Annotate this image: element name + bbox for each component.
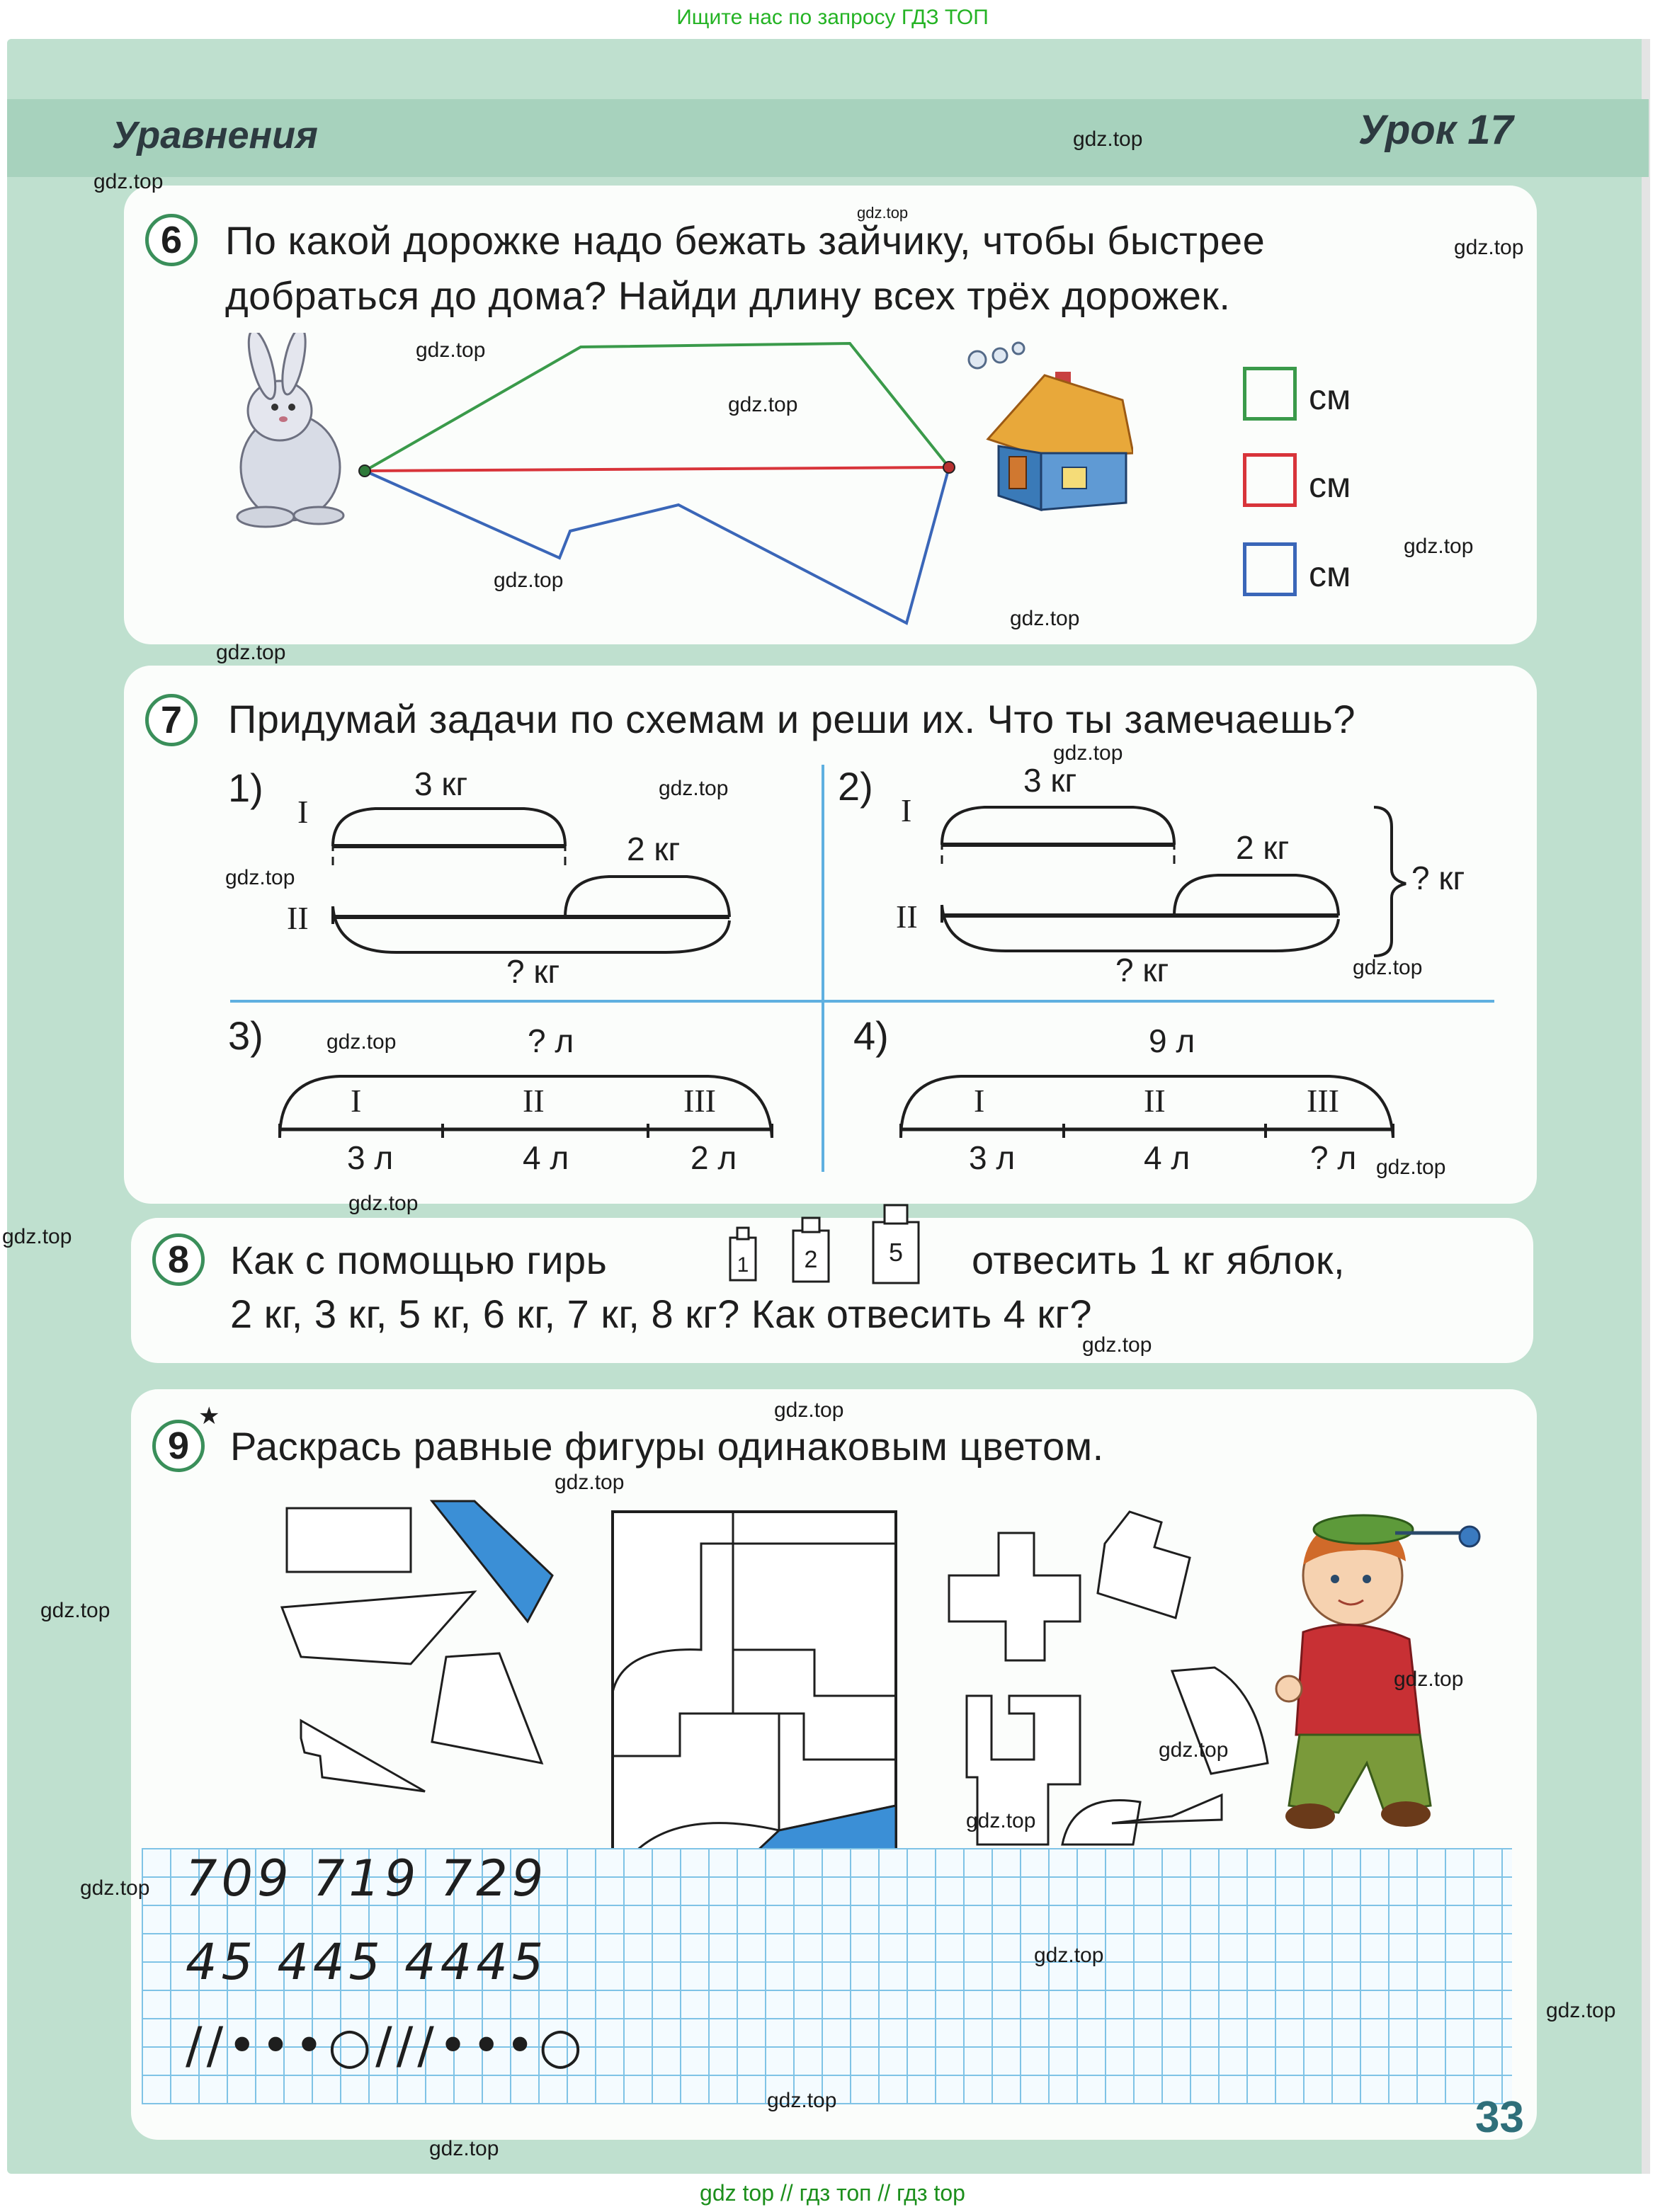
unit-cm-1: см: [1309, 377, 1351, 417]
scheme4-number: 4): [853, 1013, 889, 1058]
scheme4-part-I: I: [974, 1083, 985, 1119]
shape-rectangle: [287, 1508, 411, 1572]
scheme2-brace-label: ? кг: [1411, 860, 1465, 896]
answer-box-blue[interactable]: [1243, 542, 1297, 596]
page-number: 33: [1475, 2093, 1524, 2142]
watermark[interactable]: gdz.top: [225, 866, 295, 889]
scheme3-value-2: 4 л: [523, 1139, 569, 1176]
lesson-title: Урок 17: [1358, 107, 1513, 153]
scheme2-number: 2): [838, 764, 873, 809]
rabbit-picture: [237, 333, 343, 527]
watermark[interactable]: gdz.top: [1053, 741, 1123, 765]
task8-text-line1b: отвесить 1 кг яблок,: [972, 1238, 1346, 1282]
section-title: Уравнения: [112, 114, 318, 156]
task7-text: Придумай задачи по схемам и реши их. Что ты замечаешь?: [228, 697, 1356, 741]
watermark[interactable]: gdz.top: [80, 1876, 150, 1900]
task8-text-line1a: Как с помощью гирь: [230, 1238, 608, 1282]
task7-vertical-divider: [822, 765, 824, 1172]
watermark[interactable]: gdz.top: [1082, 1333, 1152, 1357]
shapes-figure: [269, 1480, 1275, 1848]
scheme4-part-II: II: [1144, 1083, 1166, 1119]
watermark[interactable]: gdz.top: [555, 1471, 625, 1494]
watermark[interactable]: gdz.top: [774, 1398, 844, 1422]
watermark[interactable]: gdz.top: [1394, 1667, 1464, 1691]
puzzle-square: [613, 1512, 896, 1848]
scheme3-total-label: ? л: [528, 1022, 574, 1059]
task7-number: 7: [145, 694, 198, 746]
watermark[interactable]: gdz.top: [2, 1225, 72, 1248]
page-edge: [1642, 39, 1650, 2174]
task8-number: 8: [152, 1233, 205, 1286]
unit-cm-2: см: [1309, 465, 1351, 505]
scheme3-part-III: III: [683, 1083, 716, 1119]
watermark[interactable]: gdz.top: [728, 393, 798, 416]
unit-cm-3: см: [1309, 554, 1351, 594]
scheme1-row-I: I: [297, 794, 309, 830]
top-banner[interactable]: Ищите нас по запросу ГДЗ ТОП: [676, 6, 989, 29]
watermark[interactable]: gdz.top: [1454, 236, 1524, 259]
scheme3-part-II: II: [523, 1083, 545, 1119]
shape-hex-notched: [1098, 1512, 1190, 1618]
bottom-banner[interactable]: gdz top // гдз топ // гдз top: [700, 2180, 965, 2206]
watermark[interactable]: gdz.top: [1404, 535, 1474, 558]
weight-5-label: 5: [888, 1238, 904, 1267]
watermark[interactable]: gdz.top: [1034, 1944, 1104, 1967]
watermark[interactable]: gdz.top: [659, 777, 729, 800]
scheme1-label-a: 3 кг: [414, 765, 468, 802]
watermark[interactable]: gdz.top: [1159, 1738, 1229, 1762]
shape-quad-2: [432, 1653, 542, 1763]
watermark[interactable]: gdz.top: [416, 338, 486, 362]
scheme1-number: 1): [228, 765, 263, 810]
watermark[interactable]: gdz.top: [93, 170, 164, 193]
task6-text-line2: добраться до дома? Найди длину всех трёх дорожек.: [225, 273, 1231, 318]
watermark[interactable]: gdz.top: [1546, 1999, 1616, 2022]
task9-star: ★: [198, 1403, 220, 1430]
path-bottom: [365, 467, 949, 623]
scheme3-value-1: 3 л: [347, 1139, 394, 1176]
weight-2-label: 2: [804, 1246, 818, 1273]
watermark[interactable]: gdz.top: [1376, 1156, 1446, 1179]
scheme1-diagram: [312, 800, 772, 963]
watermark[interactable]: gdz.top: [1073, 127, 1143, 151]
copybook-row1: 709 719 729: [186, 1849, 548, 1908]
scheme4-value-1: 3 л: [969, 1139, 1016, 1176]
task9-text: Раскрась равные фигуры одинаковым цветом.: [230, 1424, 1104, 1469]
scheme2-row-I: I: [901, 792, 912, 828]
path-middle: [365, 467, 949, 471]
scheme2-label-a: 3 кг: [1023, 762, 1077, 799]
watermark[interactable]: gdz.top: [348, 1192, 419, 1215]
shape-triangle-notched: [301, 1721, 425, 1791]
watermark[interactable]: gdz.top: [326, 1030, 397, 1054]
task9-number: 9: [152, 1420, 205, 1472]
watermark[interactable]: gdz.top: [966, 1809, 1036, 1832]
scheme4-diagram: [894, 1059, 1404, 1151]
watermark[interactable]: gdz.top: [494, 569, 564, 592]
task6-text-line1: По какой дорожке надо бежать зайчику, чтобы быстрее: [225, 218, 1266, 263]
scheme3-value-3: 2 л: [691, 1139, 737, 1176]
scheme3-diagram: [273, 1059, 783, 1151]
shape-trapezoid: [282, 1592, 475, 1664]
shape-cross: [949, 1533, 1080, 1660]
scheme2-diagram: [921, 799, 1416, 962]
weight-1-label: 1: [737, 1253, 749, 1277]
scheme1-row-II: II: [287, 900, 309, 936]
scheme3-number: 3): [228, 1013, 263, 1058]
watermark[interactable]: gdz.top: [857, 204, 909, 222]
answer-box-red[interactable]: [1243, 453, 1297, 507]
watermark[interactable]: gdz.top: [1353, 956, 1423, 979]
scheme4-value-2: 4 л: [1144, 1139, 1190, 1176]
watermark[interactable]: gdz.top: [216, 641, 286, 664]
scheme4-part-III: III: [1307, 1083, 1339, 1119]
scheme4-value-3: ? л: [1310, 1139, 1357, 1176]
watermark[interactable]: gdz.top: [1010, 607, 1080, 630]
scheme2-label-q: ? кг: [1115, 952, 1169, 988]
path-top: [365, 343, 949, 471]
copybook-row3: //•••○///•••○: [186, 2017, 586, 2075]
scheme1-label-b: 2 кг: [627, 831, 681, 867]
task6-paths-figure: [212, 333, 1133, 630]
task6-number: 6: [145, 214, 198, 266]
scheme2-row-II: II: [896, 899, 918, 935]
house-picture: [969, 343, 1133, 510]
scheme4-total-label: 9 л: [1149, 1022, 1195, 1059]
copybook-row2: 45 445 4445: [186, 1933, 548, 1991]
watermark[interactable]: gdz.top: [429, 2137, 499, 2160]
scheme1-label-q: ? кг: [506, 953, 560, 990]
scheme2-label-b: 2 кг: [1236, 829, 1290, 866]
task8-text-line2: 2 кг, 3 кг, 5 кг, 6 кг, 7 кг, 8 кг? Как отвесить 4 кг?: [230, 1292, 1092, 1336]
task7-horizontal-divider: [230, 1000, 1494, 1003]
scheme3-part-I: I: [351, 1083, 362, 1119]
watermark[interactable]: gdz.top: [40, 1599, 110, 1622]
watermark[interactable]: gdz.top: [767, 2089, 837, 2112]
answer-box-green[interactable]: [1243, 367, 1297, 421]
